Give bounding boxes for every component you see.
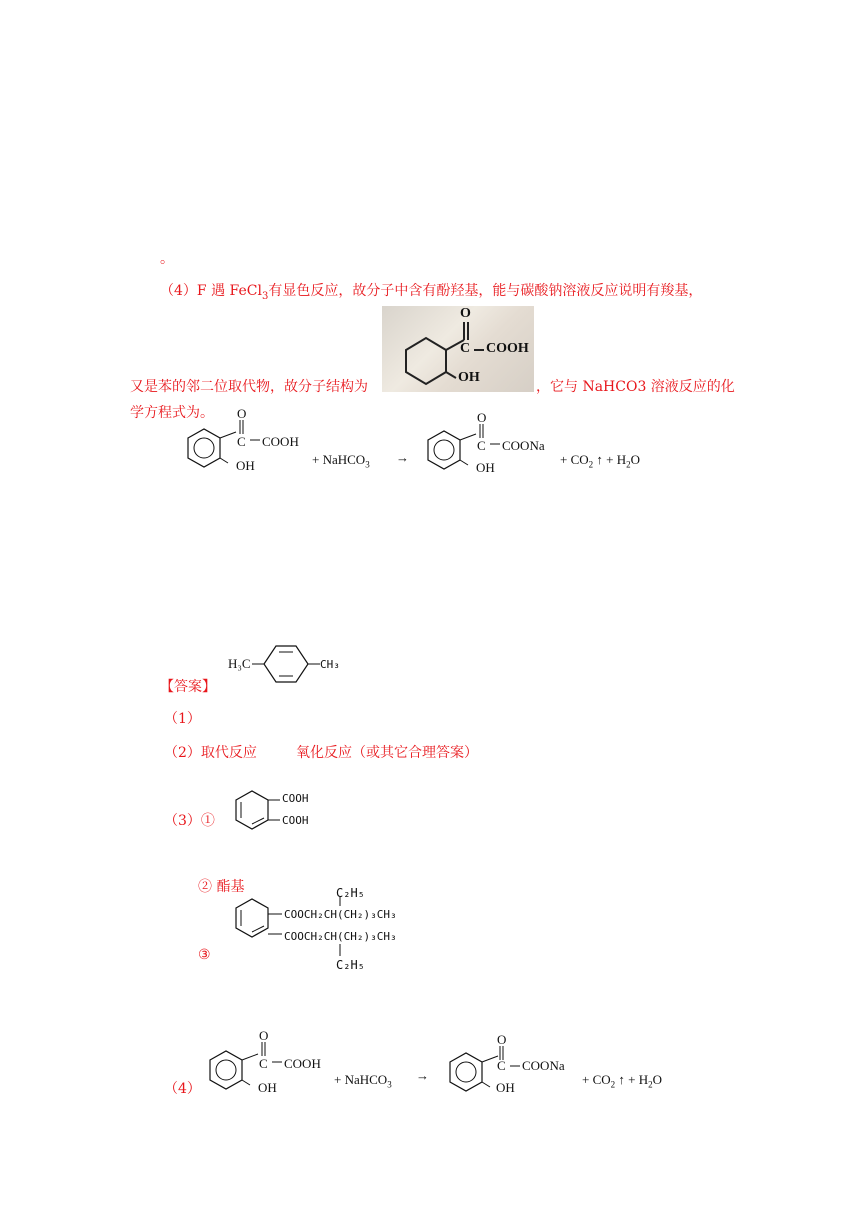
structure-photo bbox=[382, 306, 534, 392]
eq2-co2-h2o: + $CO_2$ ↑ + $H_2O$ bbox=[582, 1072, 663, 1090]
q3-cooh-bottom: COOH bbox=[282, 814, 309, 827]
q1-label: （1） bbox=[164, 711, 201, 727]
q2-answer: 氧化反应（或其它合理答案） bbox=[296, 745, 478, 761]
q1-ch3: CH₃ bbox=[320, 658, 340, 671]
eq2-coona: COONa bbox=[522, 1058, 565, 1073]
top-mark: 。 bbox=[160, 251, 174, 267]
q3-2-label: ② 酯基 bbox=[198, 879, 245, 895]
eq2-plus-nahco3: + NaHCO$_3$ bbox=[334, 1072, 392, 1090]
photo-cooh: COOH bbox=[486, 341, 529, 356]
q3-3-label: ③ bbox=[198, 947, 211, 963]
eq2-c: C bbox=[259, 1056, 268, 1071]
answer-title: 【答案】 bbox=[160, 679, 216, 695]
para4-line2a: 又是苯的邻二位取代物，故分子结构为 bbox=[130, 379, 368, 395]
eq1-oh: OH bbox=[236, 458, 255, 473]
q3-label: （3）① bbox=[164, 813, 215, 829]
q1-h3c: H₃C bbox=[228, 656, 251, 671]
eq1-co2-h2o: + $CO_2$ ↑ + $H_2O$ bbox=[560, 452, 641, 470]
q2-label: （2）取代反应 bbox=[164, 745, 257, 761]
photo-o: O bbox=[460, 306, 471, 321]
eq2-product-o: O bbox=[497, 1032, 507, 1047]
q3-cooh-top: COOH bbox=[282, 792, 309, 805]
q4-label: （4） bbox=[164, 1081, 201, 1097]
q3-3-c2h5-bottom: C₂H₅ bbox=[336, 958, 365, 972]
eq1-cooh: COOH bbox=[262, 434, 299, 449]
eq2-cooh: COOH bbox=[284, 1056, 321, 1071]
para4-line2b: ，它与 NaHCO3 溶液反应的化 bbox=[536, 379, 735, 395]
eq2-o: O bbox=[259, 1028, 269, 1043]
q3-3-row2: COOCH₂CH(CH₂)₃CH₃ bbox=[284, 930, 397, 943]
eq1-c: C bbox=[237, 434, 246, 449]
eq2-product-oh: OH bbox=[496, 1080, 515, 1095]
eq2-arrow: → bbox=[416, 1068, 429, 1083]
eq1-arrow: → bbox=[396, 450, 409, 465]
para4-line3: 学方程式为。 bbox=[130, 405, 214, 421]
eq1-o: O bbox=[237, 406, 247, 421]
eq1-coona: COONa bbox=[502, 438, 545, 453]
photo-oh: OH bbox=[458, 370, 480, 385]
eq1-product-c: C bbox=[477, 438, 486, 453]
eq2-oh: OH bbox=[258, 1080, 277, 1095]
eq1-product-o: O bbox=[477, 410, 487, 425]
eq2-product-c: C bbox=[497, 1058, 506, 1073]
eq1-product-oh: OH bbox=[476, 460, 495, 475]
eq1-plus-nahco3: + NaHCO$_3$ bbox=[312, 452, 370, 470]
q3-3-row1: COOCH₂CH(CH₂)₃CH₃ bbox=[284, 908, 397, 921]
q3-3-c2h5-top: C₂H₅ bbox=[336, 886, 365, 900]
para4-line1: （4）F 遇 FeCl$_3$有显色反应，故分子中含有酚羟基，能与碳酸钠溶液反应说明有羧基， bbox=[160, 283, 703, 302]
photo-c: C bbox=[460, 341, 471, 356]
